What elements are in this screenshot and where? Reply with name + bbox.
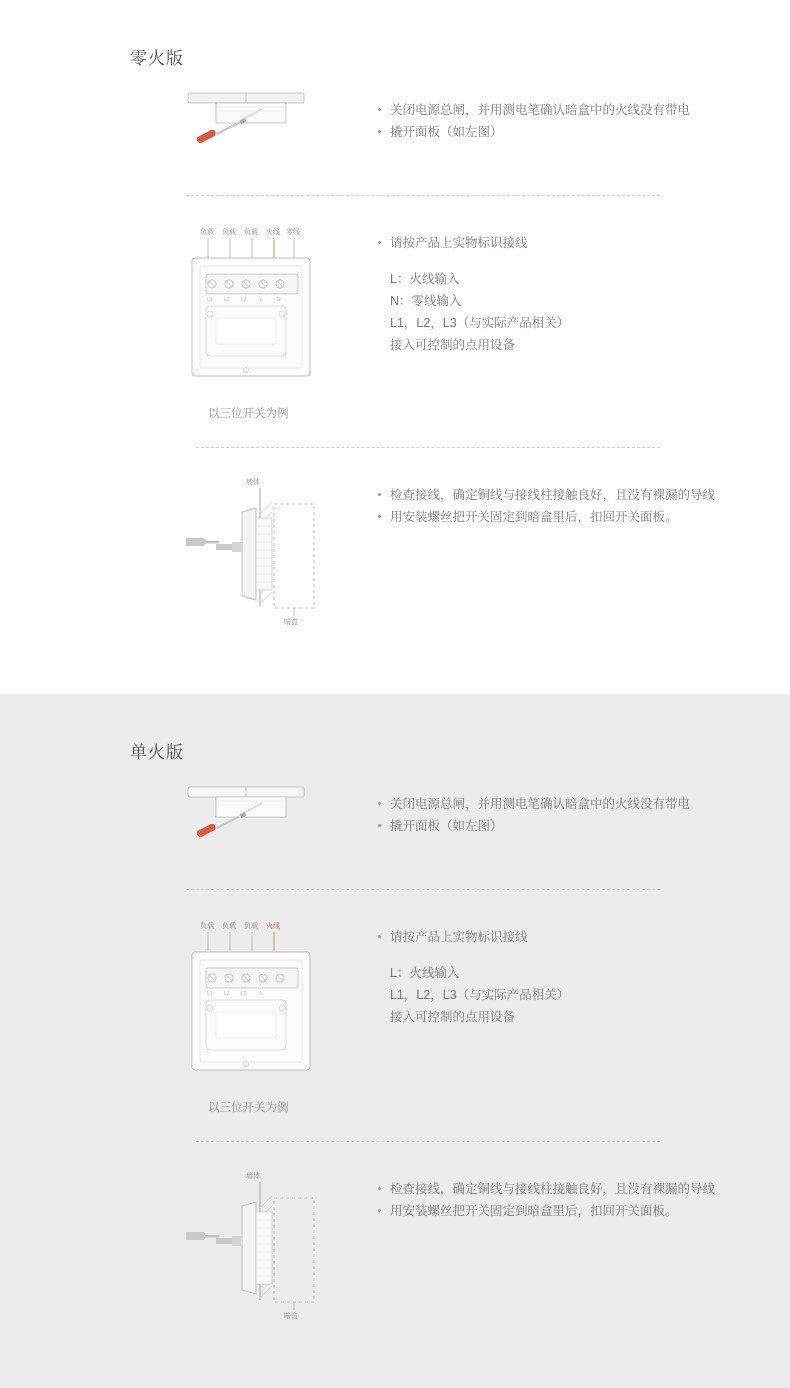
step-row <box>0 916 790 1115</box>
legend-line: 接入可控制的点用设备 <box>390 1010 516 1024</box>
figure-mount-box <box>186 474 346 634</box>
figure-label: 负载 <box>222 923 236 930</box>
section-title: 零火版 <box>130 49 184 68</box>
figure-label: 负载 <box>200 229 214 236</box>
list-item: 用安装螺丝把开关固定到暗盒里后，扣回开关面板。 <box>378 1200 790 1222</box>
terminal-mark: N <box>277 297 281 303</box>
list-item: 关闭电源总闸，并用测电笔确认暗盒中的火线没有带电 <box>378 793 790 815</box>
figure-caption: 以三位开关为例 <box>208 408 289 420</box>
bullet-list <box>378 1178 790 1222</box>
list-item: 检查接线，确定铜线与接线柱接触良好，且没有裸漏的导线 <box>378 1178 790 1200</box>
figure-label: 负载 <box>244 923 258 930</box>
wiring-legend <box>378 962 790 1028</box>
divider <box>196 1141 660 1142</box>
figure-label: 暗盒 <box>284 1313 298 1320</box>
list-item: 请按产品上实物标识接线 <box>378 926 790 948</box>
list-item: 请按产品上实物标识接线 <box>378 232 790 254</box>
terminal-mark: L3 <box>241 297 247 303</box>
list-item: 撬开面板（如左图） <box>378 121 790 143</box>
figure-label: 火线 <box>266 229 280 236</box>
bullet-list <box>378 484 790 528</box>
figure-label: 零线 <box>286 229 300 236</box>
bullet-list <box>378 926 790 948</box>
legend-line: L：火线输入 <box>390 272 460 286</box>
divider <box>186 195 660 196</box>
list-item: 撬开面板（如左图） <box>378 815 790 837</box>
section-live-only <box>0 694 790 1388</box>
terminal-mark: L1 <box>207 297 213 303</box>
list-item: 检查接线，确定铜线与接线柱接触良好，且没有裸漏的导线 <box>378 484 790 506</box>
divider <box>186 889 660 890</box>
step-row <box>0 1168 790 1328</box>
figure-label: 负载 <box>244 229 258 236</box>
wiring-legend <box>378 268 790 356</box>
terminal-mark: L1 <box>207 991 213 997</box>
legend-line: L1，L2，L3（与实际产品相关） <box>390 316 570 330</box>
terminal-mark: L2 <box>224 991 230 997</box>
figure-pry-panel <box>186 783 346 863</box>
terminal-mark: L <box>260 297 263 303</box>
step-text <box>346 474 790 528</box>
step-row <box>0 222 790 421</box>
figure-caption: 以三位开关为例 <box>208 1102 289 1114</box>
figure-label: 墙体 <box>246 479 260 486</box>
terminal-mark: L3 <box>241 991 247 997</box>
figure-label: 负载 <box>200 923 214 930</box>
step-row <box>0 474 790 634</box>
list-item: 关闭电源总闸，并用测电笔确认暗盒中的火线没有带电 <box>378 99 790 121</box>
figure-label: 墙体 <box>246 1173 260 1180</box>
legend-line: 接入可控制的点用设备 <box>390 338 516 352</box>
figure-wiring-diagram <box>186 916 346 1115</box>
step-text <box>346 916 790 1028</box>
terminal-mark: L <box>260 991 263 997</box>
figure-label: 暗盒 <box>284 619 298 626</box>
terminal-mark: L2 <box>224 297 230 303</box>
figure-label: 火线 <box>266 923 280 930</box>
figure-mount-box <box>186 1168 346 1328</box>
figure-pry-panel <box>186 89 346 169</box>
divider <box>196 447 660 448</box>
legend-line: N：零线输入 <box>390 294 462 308</box>
list-item: 用安装螺丝把开关固定到暗盒里后，扣回开关面板。 <box>378 506 790 528</box>
legend-line: L1，L2，L3（与实际产品相关） <box>390 988 570 1002</box>
step-text <box>346 89 790 143</box>
bullet-list <box>378 232 790 254</box>
step-text <box>346 783 790 837</box>
bullet-list <box>378 99 790 143</box>
legend-line: L：火线输入 <box>390 966 460 980</box>
bullet-list <box>378 793 790 837</box>
step-row <box>0 89 790 169</box>
section-title: 单火版 <box>130 743 184 762</box>
figure-wiring-diagram <box>186 222 346 421</box>
step-row <box>0 783 790 863</box>
figure-label: 负载 <box>222 229 236 236</box>
step-text <box>346 1168 790 1222</box>
step-text <box>346 222 790 356</box>
